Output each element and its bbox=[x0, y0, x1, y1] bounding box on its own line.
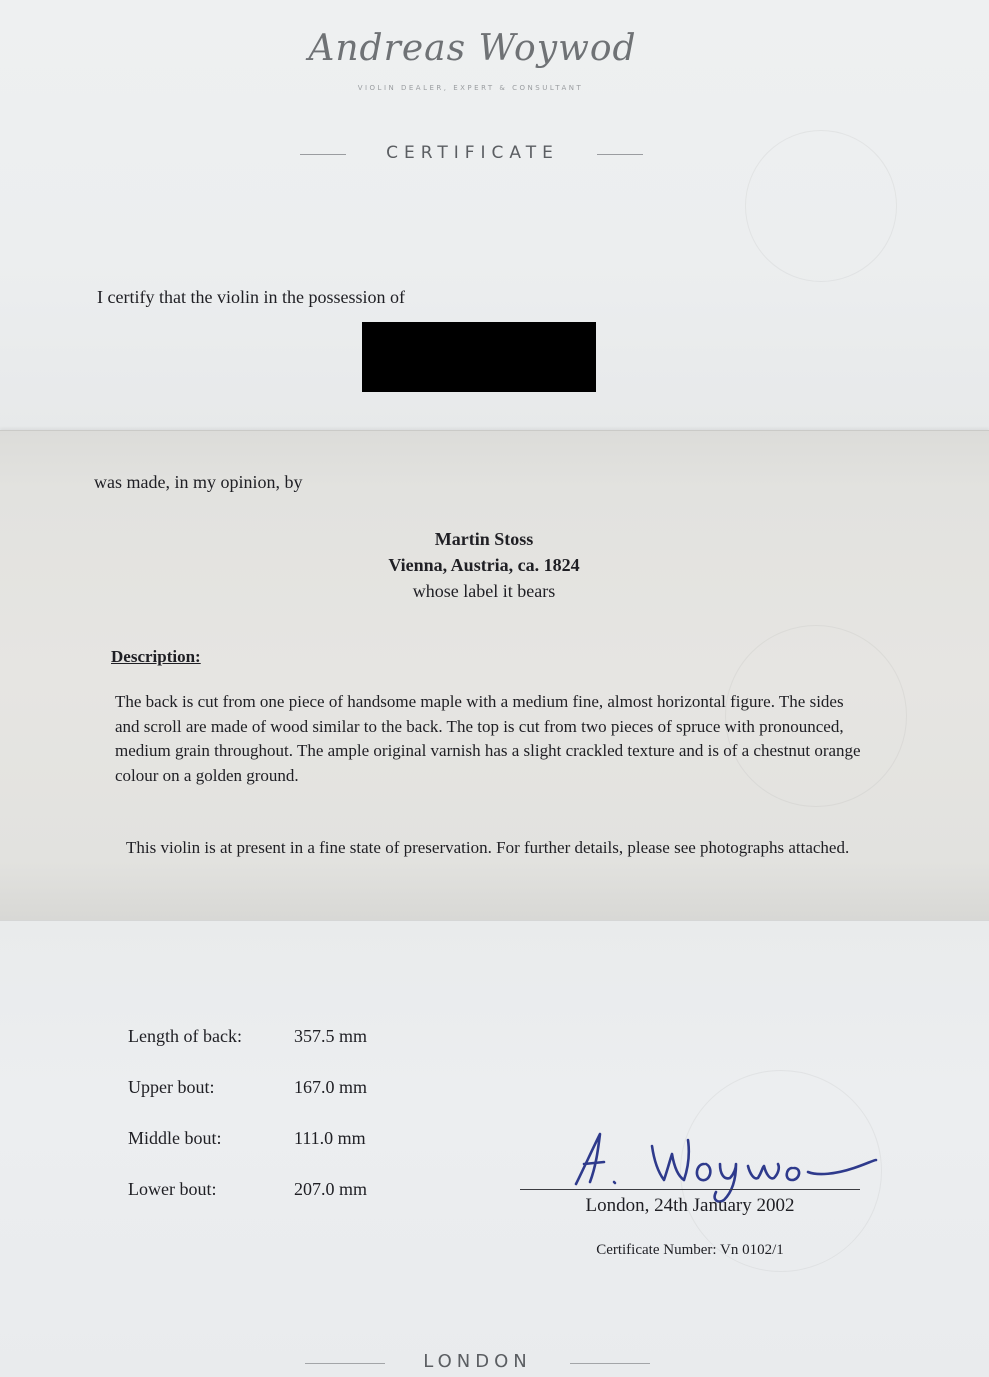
maker-place-date: Vienna, Austria, ca. 1824 bbox=[388, 555, 580, 575]
measurement-label: Length of back: bbox=[128, 1026, 242, 1046]
description-title: Description: bbox=[111, 647, 201, 666]
heading-rule-right bbox=[597, 154, 643, 155]
footer-rule-left bbox=[305, 1363, 385, 1364]
made-by-statement: was made, in my opinion, by bbox=[94, 472, 303, 492]
measurement-value: 207.0 mm bbox=[294, 1179, 368, 1199]
footer-rule-right bbox=[570, 1363, 650, 1364]
description-paragraph-2: This violin is at present in a fine state of preservation. For further details, please see photographs attached. bbox=[126, 838, 850, 857]
certificate-heading bbox=[300, 143, 645, 165]
maker-label-note: whose label it bears bbox=[412, 581, 556, 601]
measurement-label: Lower bout: bbox=[128, 1179, 217, 1199]
certificate-number: Certificate Number: Vn 0102/1 bbox=[596, 1242, 784, 1258]
lower-fold-crease bbox=[0, 920, 989, 921]
embossed-seal-top bbox=[745, 130, 897, 282]
measurement-label: Middle bout: bbox=[128, 1128, 222, 1148]
handwritten-signature bbox=[518, 1124, 880, 1204]
redacted-owner-name bbox=[362, 322, 596, 392]
footer-city-text: LONDON bbox=[423, 1351, 532, 1372]
heading-rule-left bbox=[300, 154, 346, 155]
footer-city bbox=[305, 1351, 650, 1375]
maker-name: Martin Stoss bbox=[434, 529, 534, 549]
measurement-row bbox=[128, 1026, 428, 1050]
letterhead-tagline: VIOLIN DEALER, EXPERT & CONSULTANT bbox=[357, 84, 584, 92]
description-paragraph-1: The back is cut from one piece of handsome maple with a medium fine, almost horizontal figure. The sides and scroll are made of wood similar to the back. The top is cut from two pieces of spruce with pronounced, medium grain throughout. The ample original varnish has a slight crackled texture and is of a chestnut orange colour on a golden ground. bbox=[115, 692, 861, 785]
signature-place-date: London, 24th January 2002 bbox=[585, 1195, 795, 1216]
measurement-value: 111.0 mm bbox=[294, 1128, 366, 1148]
certify-statement: I certify that the violin in the possession of bbox=[97, 287, 405, 307]
measurement-value: 167.0 mm bbox=[294, 1077, 368, 1097]
measurement-value: 357.5 mm bbox=[294, 1026, 368, 1046]
certificate-heading-text: CERTIFICATE bbox=[386, 143, 559, 163]
measurement-row bbox=[128, 1077, 428, 1101]
letterhead-name: Andreas Woywod bbox=[308, 28, 637, 69]
upper-fold-crease bbox=[0, 430, 989, 431]
signature-line bbox=[520, 1189, 860, 1190]
measurement-label: Upper bout: bbox=[128, 1077, 215, 1097]
measurement-row bbox=[128, 1179, 428, 1203]
measurement-row bbox=[128, 1128, 428, 1152]
